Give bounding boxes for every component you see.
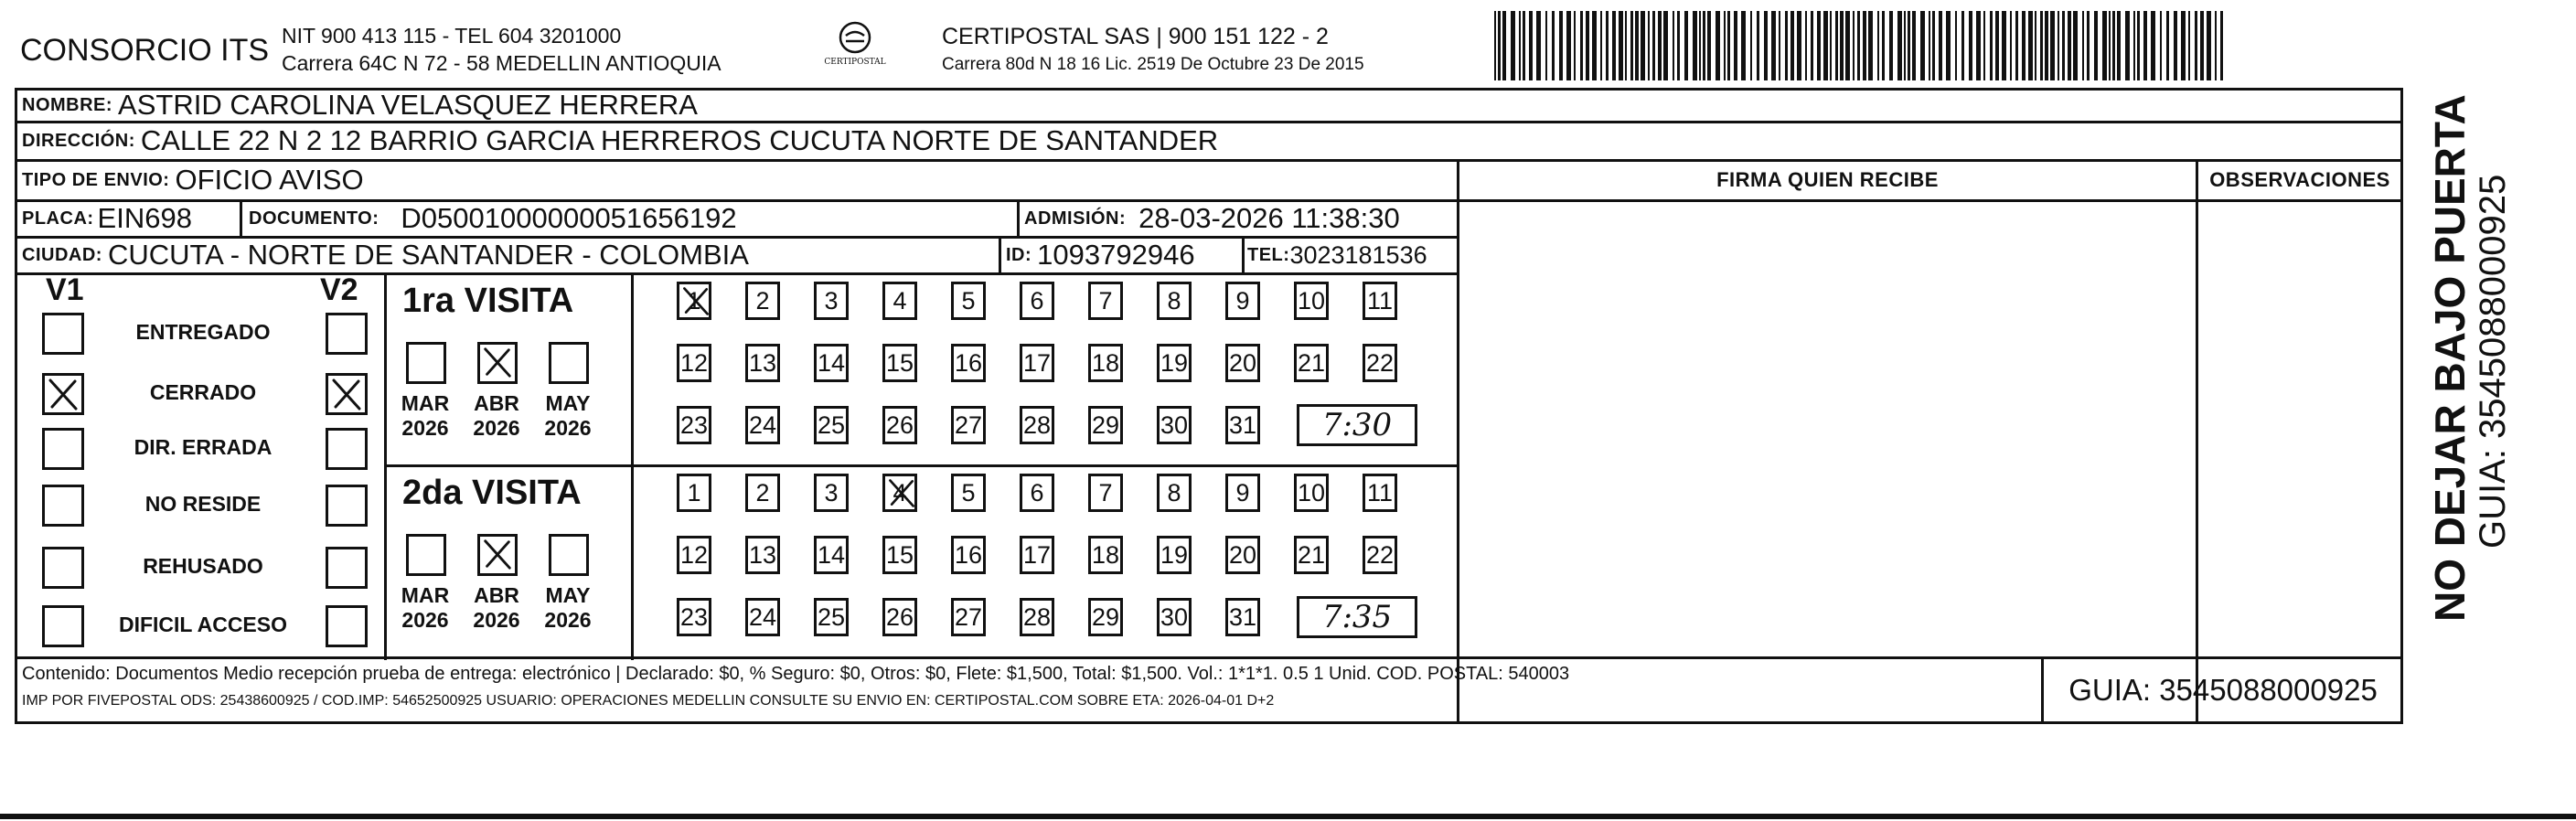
day-box[interactable]: 13 [745, 344, 780, 382]
firma-header: FIRMA QUIEN RECIBE [1716, 168, 1939, 191]
day-box[interactable]: 30 [1157, 598, 1192, 636]
day-box[interactable]: 12 [677, 536, 711, 574]
tel-value: 3023181536 [1289, 240, 1427, 269]
day-box[interactable]: 5 [951, 282, 986, 320]
v1-checkbox[interactable] [42, 373, 84, 415]
admision-value: 28-03-2026 11:38:30 [1138, 202, 1400, 234]
day-box[interactable]: 4 [882, 282, 917, 320]
day-box[interactable]: 15 [882, 536, 917, 574]
day-box[interactable]: 2 [745, 282, 780, 320]
month-checkbox[interactable] [549, 342, 589, 384]
day-box[interactable]: 8 [1157, 282, 1192, 320]
v2-checkbox[interactable] [326, 313, 368, 355]
month-checkbox[interactable] [406, 342, 446, 384]
tipo-row [22, 161, 364, 199]
day-box[interactable]: 17 [1020, 344, 1054, 382]
carrier-address: Carrera 80d N 18 16 Lic. 2519 De Octubre 23 De 2015 [942, 55, 1364, 74]
nombre-label: NOMBRE: [22, 94, 113, 115]
v2-checkbox[interactable] [326, 428, 368, 470]
tel-cell [1247, 238, 1427, 272]
day-box[interactable]: 27 [951, 598, 986, 636]
logo-text: CERTIPOSTAL [824, 58, 886, 67]
day-box[interactable]: 23 [677, 406, 711, 444]
direccion-row [22, 123, 1218, 159]
side-warning: NO DEJAR BAJO PUERTA [2426, 94, 2474, 622]
tipo-value: OFICIO AVISO [175, 164, 364, 196]
day-box[interactable]: 6 [1020, 282, 1054, 320]
month-label: MAR 2026 [401, 391, 450, 440]
day-box[interactable]: 30 [1157, 406, 1192, 444]
company-address: Carrera 64C N 72 - 58 MEDELLIN ANTIOQUIA [282, 51, 721, 75]
day-box[interactable]: 20 [1225, 344, 1260, 382]
admision-cell [1024, 201, 1400, 236]
visit-title: 1ra VISITA [402, 282, 574, 320]
day-box[interactable]: 8 [1157, 474, 1192, 512]
month-checkbox[interactable] [477, 534, 518, 576]
day-box[interactable]: 9 [1225, 282, 1260, 320]
day-box[interactable]: 16 [951, 344, 986, 382]
month-label: ABR 2026 [473, 583, 520, 632]
tipo-label: TIPO DE ENVIO: [22, 169, 170, 190]
id-value: 1093792946 [1037, 239, 1195, 271]
day-box[interactable]: 14 [814, 536, 849, 574]
status-label: ENTREGADO [135, 320, 271, 344]
day-box[interactable]: 25 [814, 406, 849, 444]
day-box[interactable]: 28 [1020, 598, 1054, 636]
documento-label: DOCUMENTO: [249, 208, 379, 229]
v1-header: V1 [46, 272, 84, 307]
day-box[interactable]: 14 [814, 344, 849, 382]
day-box[interactable]: 19 [1157, 344, 1192, 382]
visit-time: 7:35 [1297, 596, 1417, 638]
v1-checkbox[interactable] [42, 428, 84, 470]
certipostal-logo [818, 20, 892, 77]
visit-title: 2da VISITA [402, 474, 582, 512]
company-name: CONSORCIO ITS [20, 33, 270, 68]
nombre-value: ASTRID CAROLINA VELASQUEZ HERRERA [118, 89, 698, 121]
day-box[interactable]: 26 [882, 598, 917, 636]
v2-checkbox[interactable] [326, 485, 368, 527]
day-box[interactable]: 27 [951, 406, 986, 444]
tel-label: TEL: [1247, 244, 1290, 265]
v2-checkbox[interactable] [326, 547, 368, 589]
day-box[interactable]: 3 [814, 282, 849, 320]
visit-time: 7:30 [1297, 404, 1417, 446]
day-box[interactable]: 1 [677, 474, 711, 512]
v2-header: V2 [320, 272, 358, 307]
side-guia: GUIA: 3545088000925 [2473, 174, 2513, 549]
status-label: NO RESIDE [144, 492, 262, 516]
ciudad-value: CUCUTA - NORTE DE SANTANDER - COLOMBIA [107, 239, 749, 271]
day-box[interactable]: 22 [1363, 536, 1397, 574]
ciudad-cell [22, 238, 749, 272]
v2-checkbox[interactable] [326, 605, 368, 647]
day-box[interactable]: 7 [1088, 474, 1123, 512]
day-box[interactable]: 11 [1363, 282, 1397, 320]
documento-value: D05001000000051656192 [401, 202, 737, 234]
day-box[interactable]: 18 [1088, 536, 1123, 574]
day-box[interactable]: 19 [1157, 536, 1192, 574]
day-box[interactable]: 23 [677, 598, 711, 636]
month-checkbox[interactable] [549, 534, 589, 576]
company-nit: NIT 900 413 115 - TEL 604 3201000 [282, 24, 622, 48]
month-label: MAY 2026 [544, 391, 592, 440]
footer-content: Contenido: Documentos Medio recepción prueba de entrega: electrónico | Declarado: $0, % Seguro: $0, Otros: $0, Flete: $1,500, Total: $1,500. Vol.: 1*1*1. 0.5 1 Unid. COD. POSTAL: 540003 [22, 664, 1570, 684]
day-box[interactable]: 10 [1294, 282, 1329, 320]
v1-checkbox[interactable] [42, 547, 84, 589]
status-label: DIR. ERRADA [134, 435, 273, 459]
day-box[interactable]: 10 [1294, 474, 1329, 512]
month-label: MAR 2026 [401, 583, 450, 632]
day-box[interactable]: 3 [814, 474, 849, 512]
day-box[interactable]: 26 [882, 406, 917, 444]
status-label: CERRADO [149, 380, 257, 404]
day-box[interactable]: 31 [1225, 598, 1260, 636]
barcode [1492, 11, 2226, 80]
ciudad-label: CIUDAD: [22, 244, 102, 265]
status-label: REHUSADO [143, 554, 263, 578]
day-box[interactable]: 21 [1294, 344, 1329, 382]
carrier-name: CERTIPOSTAL SAS | 900 151 122 - 2 [942, 24, 1329, 49]
day-box[interactable]: 6 [1020, 474, 1054, 512]
v1-checkbox[interactable] [42, 313, 84, 355]
month-label: ABR 2026 [473, 391, 520, 440]
direccion-value: CALLE 22 N 2 12 BARRIO GARCIA HERREROS CUCUTA NORTE DE SANTANDER [140, 124, 1219, 156]
day-box[interactable]: 20 [1225, 536, 1260, 574]
day-box[interactable]: 25 [814, 598, 849, 636]
day-box[interactable]: 15 [882, 344, 917, 382]
day-box[interactable]: 22 [1363, 344, 1397, 382]
id-label: ID: [1006, 244, 1032, 265]
day-box[interactable]: 13 [745, 536, 780, 574]
day-box[interactable]: 1 [677, 282, 711, 320]
month-checkbox[interactable] [406, 534, 446, 576]
placa-label: PLACA: [22, 208, 94, 229]
v1-checkbox[interactable] [42, 485, 84, 527]
day-box[interactable]: 28 [1020, 406, 1054, 444]
day-box[interactable]: 2 [745, 474, 780, 512]
nombre-row [22, 88, 698, 123]
footer-imp: IMP POR FIVEPOSTAL ODS: 25438600925 / COD.IMP: 54652500925 USUARIO: OPERACIONES MEDELLIN CONSULTE SU ENVIO EN: CERTIPOSTAL.COM SOBRE ETA: 2026-04-01 D+2 [22, 693, 1275, 709]
day-box[interactable]: 29 [1088, 406, 1123, 444]
observaciones-header: OBSERVACIONES [2209, 168, 2390, 191]
v1-checkbox[interactable] [42, 605, 84, 647]
day-box[interactable]: 17 [1020, 536, 1054, 574]
admision-label: ADMISIÓN: [1024, 208, 1127, 229]
month-checkbox[interactable] [477, 342, 518, 384]
day-box[interactable]: 18 [1088, 344, 1123, 382]
documento-cell [249, 201, 737, 236]
day-box[interactable]: 7 [1088, 282, 1123, 320]
direccion-label: DIRECCIÓN: [22, 130, 135, 151]
day-box[interactable]: 21 [1294, 536, 1329, 574]
placa-cell [22, 201, 192, 236]
id-cell [1006, 238, 1195, 272]
v2-checkbox[interactable] [326, 373, 368, 415]
footer-guia: GUIA: 3545088000925 [2068, 673, 2378, 707]
day-box[interactable]: 9 [1225, 474, 1260, 512]
day-box[interactable]: 29 [1088, 598, 1123, 636]
day-box[interactable]: 12 [677, 344, 711, 382]
day-box[interactable]: 24 [745, 406, 780, 444]
status-label: DIFICIL ACCESO [118, 613, 287, 636]
placa-value: EIN698 [97, 202, 192, 234]
day-box[interactable]: 4 [882, 474, 917, 512]
day-box[interactable]: 31 [1225, 406, 1260, 444]
day-box[interactable]: 16 [951, 536, 986, 574]
day-box[interactable]: 5 [951, 474, 986, 512]
month-label: MAY 2026 [544, 583, 592, 632]
day-box[interactable]: 11 [1363, 474, 1397, 512]
day-box[interactable]: 24 [745, 598, 780, 636]
